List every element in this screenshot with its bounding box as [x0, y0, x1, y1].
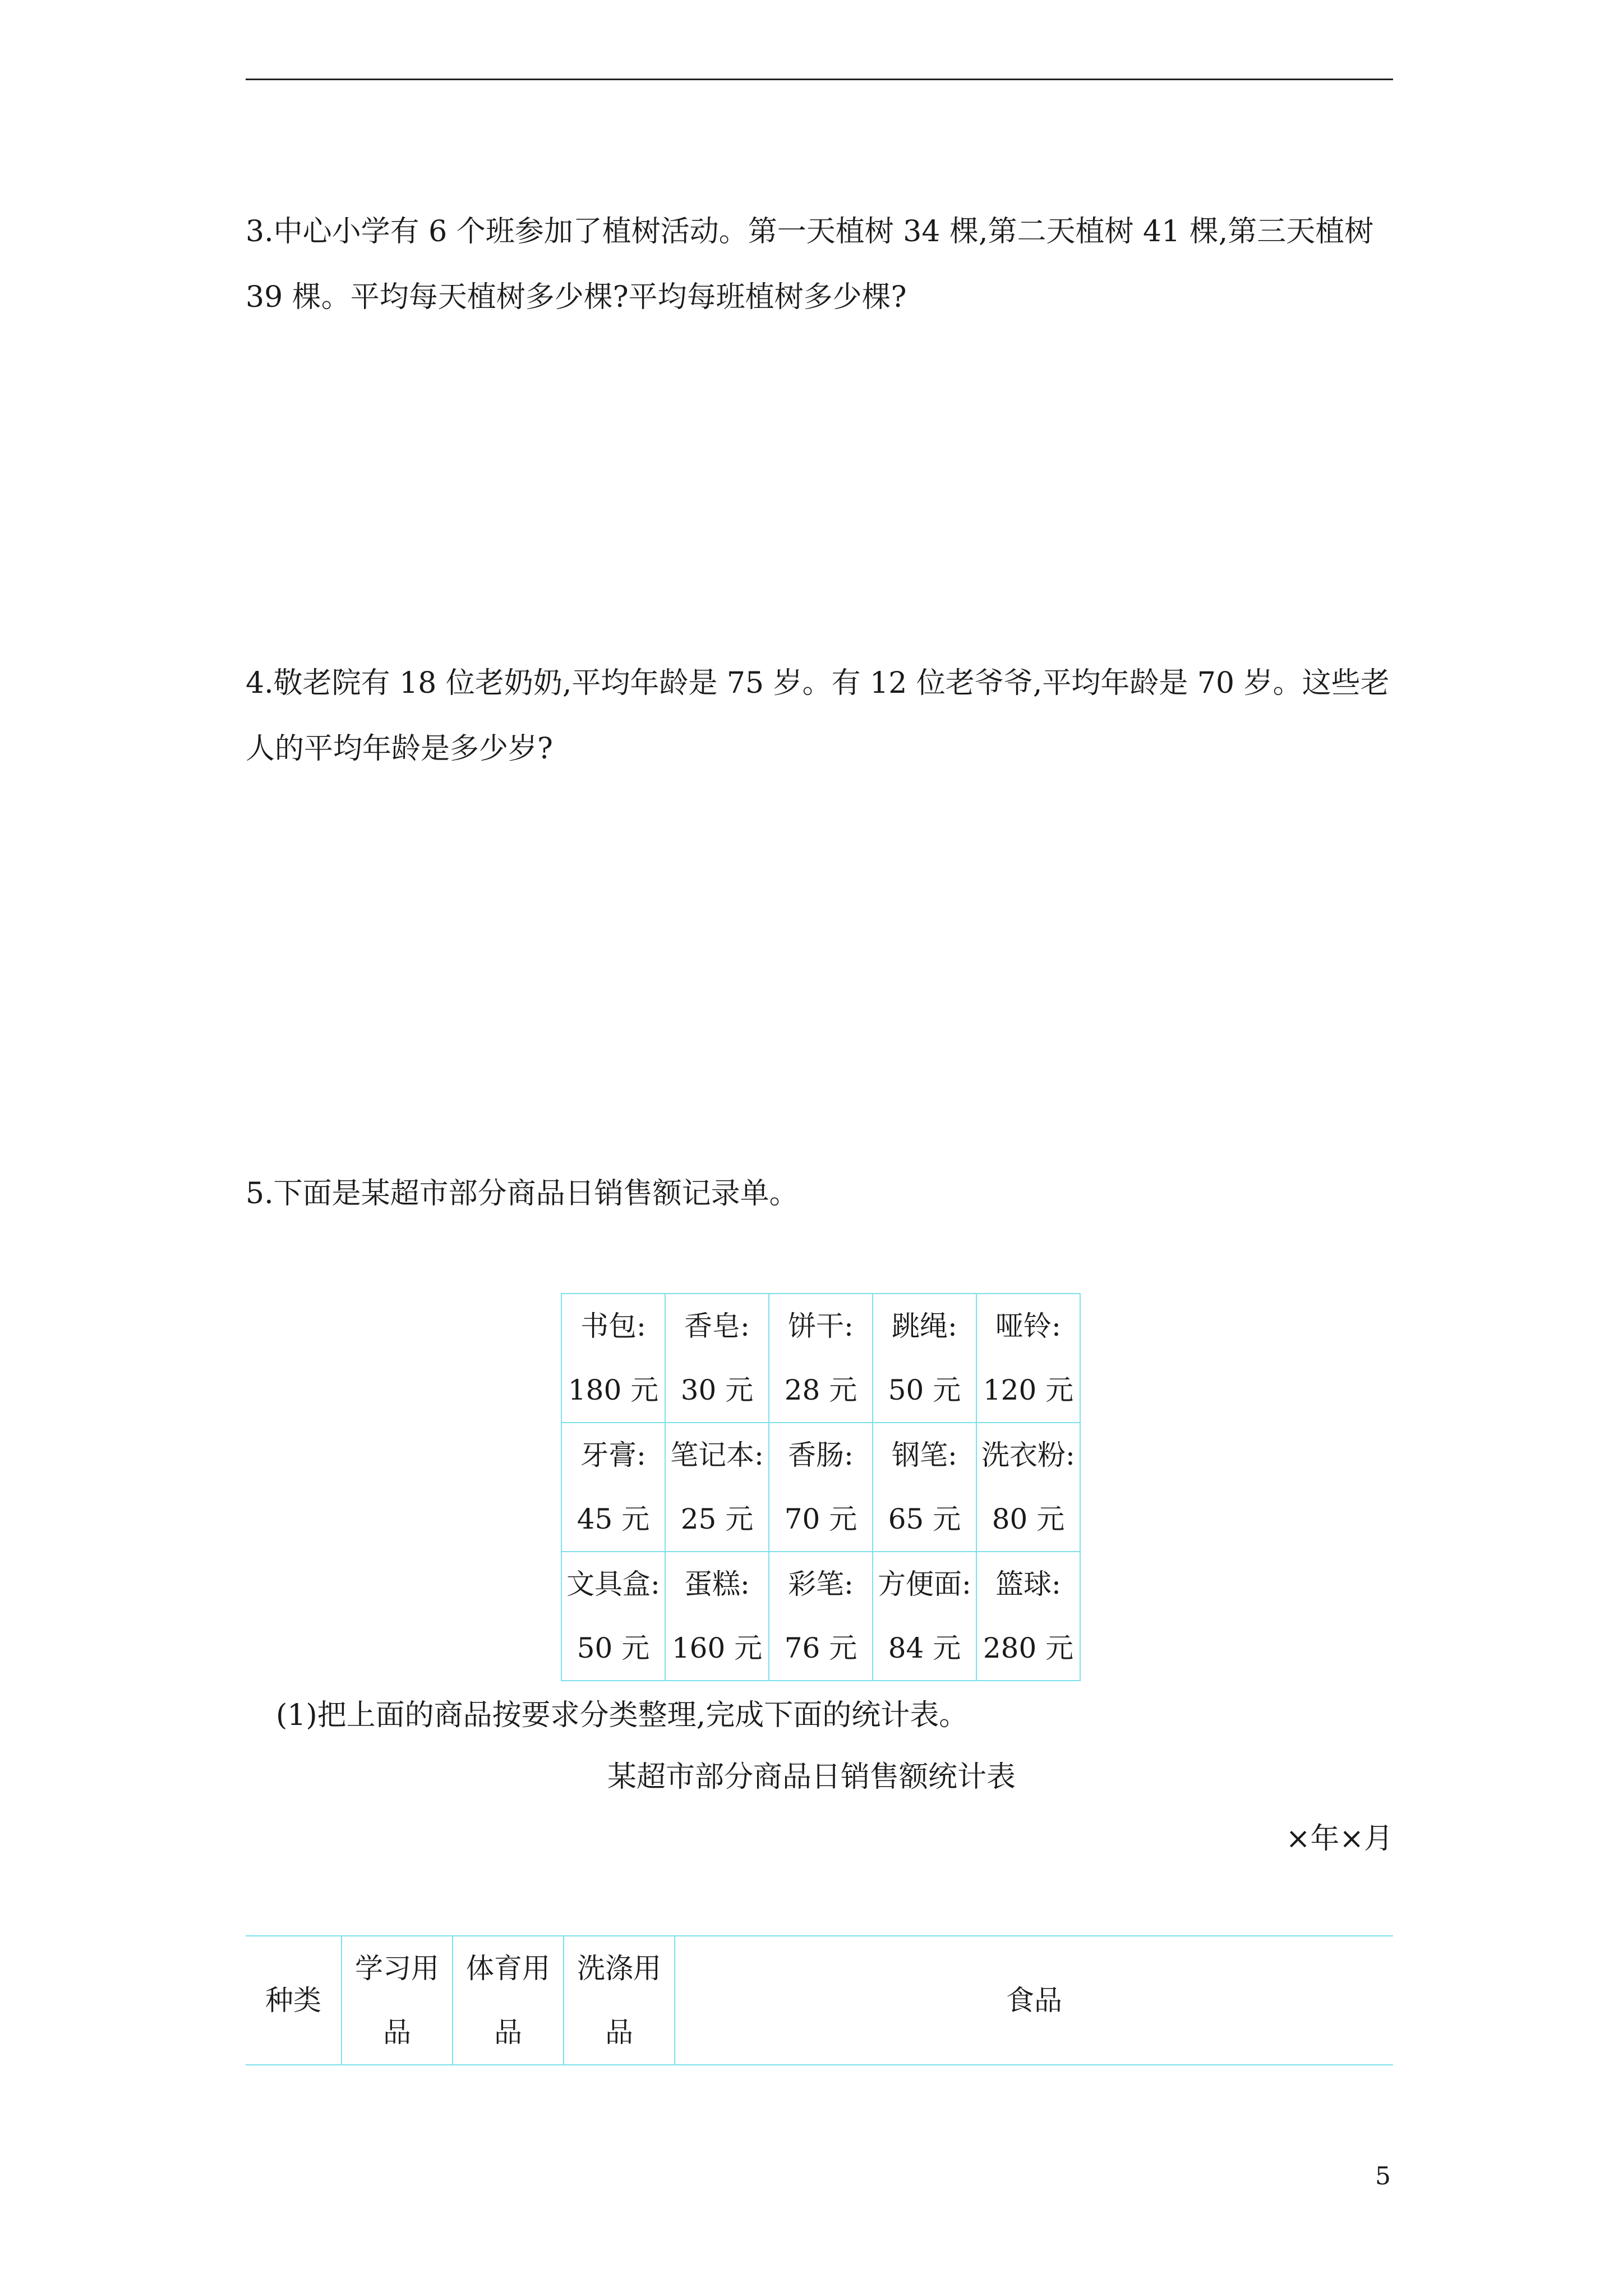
item-name: 彩笔:: [788, 1568, 854, 1600]
header-study-supplies: 学习用品: [342, 1936, 453, 2065]
item-price: 28 元: [784, 1374, 857, 1406]
record-cell: [665, 1294, 769, 1423]
record-cell: [561, 1294, 665, 1423]
item-name: 钢笔:: [892, 1439, 957, 1471]
item-price: 25 元: [680, 1503, 754, 1535]
stats-table-date: ×年×月: [1285, 1822, 1393, 1856]
record-cell: [976, 1294, 1080, 1423]
record-cell: [873, 1552, 976, 1681]
item-name: 蛋糕:: [684, 1568, 750, 1600]
item-name: 笔记本:: [670, 1439, 764, 1471]
record-cell: [873, 1294, 976, 1423]
table-row: [561, 1552, 1080, 1681]
table-row: [561, 1423, 1080, 1552]
item-price: 84 元: [888, 1632, 961, 1664]
item-name: 饼干:: [788, 1310, 854, 1342]
item-price: 160 元: [671, 1632, 763, 1664]
record-cell: [665, 1552, 769, 1681]
item-name: 香皂:: [684, 1310, 750, 1342]
item-name: 文具盒:: [566, 1568, 660, 1600]
record-cell: [976, 1552, 1080, 1681]
header-cleaning-supplies: 洗涤用品: [564, 1936, 675, 2065]
record-cell: [769, 1552, 873, 1681]
record-cell: [769, 1423, 873, 1552]
item-name: 方便面:: [878, 1568, 971, 1600]
record-cell: [561, 1552, 665, 1681]
item-name: 篮球:: [995, 1568, 1061, 1600]
sub-question-1: (1)把上面的商品按要求分类整理,完成下面的统计表。: [276, 1699, 969, 1732]
item-price: 70 元: [784, 1503, 857, 1535]
header-food: 食品: [675, 1936, 1393, 2065]
item-price: 30 元: [680, 1374, 754, 1406]
page-number: 5: [1375, 2162, 1391, 2191]
item-price: 65 元: [888, 1503, 961, 1535]
header-kind: 种类: [246, 1936, 342, 2065]
record-cell: [873, 1423, 976, 1552]
record-cell: [976, 1423, 1080, 1552]
item-price: 50 元: [577, 1632, 650, 1664]
item-name: 香肠:: [788, 1439, 854, 1471]
sales-record-table: [561, 1293, 1081, 1681]
question-3: 3.中心小学有 6 个班参加了植树活动。第一天植树 34 棵,第二天植树 41 棵,第三天植树 39 棵。平均每天植树多少棵?平均每班植树多少棵?: [246, 215, 1374, 314]
table-header-row: [246, 1936, 1393, 2065]
item-price: 280 元: [983, 1632, 1074, 1664]
item-price: 45 元: [577, 1503, 650, 1535]
item-name: 哑铃:: [995, 1310, 1061, 1342]
item-name: 牙膏:: [580, 1439, 646, 1471]
record-cell: [561, 1423, 665, 1552]
item-name: 书包:: [580, 1310, 646, 1342]
item-price: 80 元: [992, 1503, 1065, 1535]
question-4: 4.敬老院有 18 位老奶奶,平均年龄是 75 岁。有 12 位老爷爷,平均年龄是 70 岁。这些老人的平均年龄是多少岁?: [246, 666, 1390, 766]
stats-table-title: 某超市部分商品日销售额统计表: [607, 1760, 1016, 1794]
item-price: 120 元: [983, 1374, 1074, 1406]
header-sports-goods: 体育用品: [453, 1936, 564, 2065]
question-5: 5.下面是某超市部分商品日销售额记录单。: [246, 1177, 799, 1211]
sales-stats-table: [246, 1935, 1393, 2065]
item-price: 76 元: [784, 1632, 857, 1664]
record-cell: [769, 1294, 873, 1423]
item-price: 180 元: [568, 1374, 659, 1406]
item-price: 50 元: [888, 1374, 961, 1406]
header-rule: [246, 79, 1393, 80]
item-name: 跳绳:: [892, 1310, 957, 1342]
record-cell: [665, 1423, 769, 1552]
item-name: 洗衣粉:: [981, 1439, 1075, 1471]
table-row: [561, 1294, 1080, 1423]
